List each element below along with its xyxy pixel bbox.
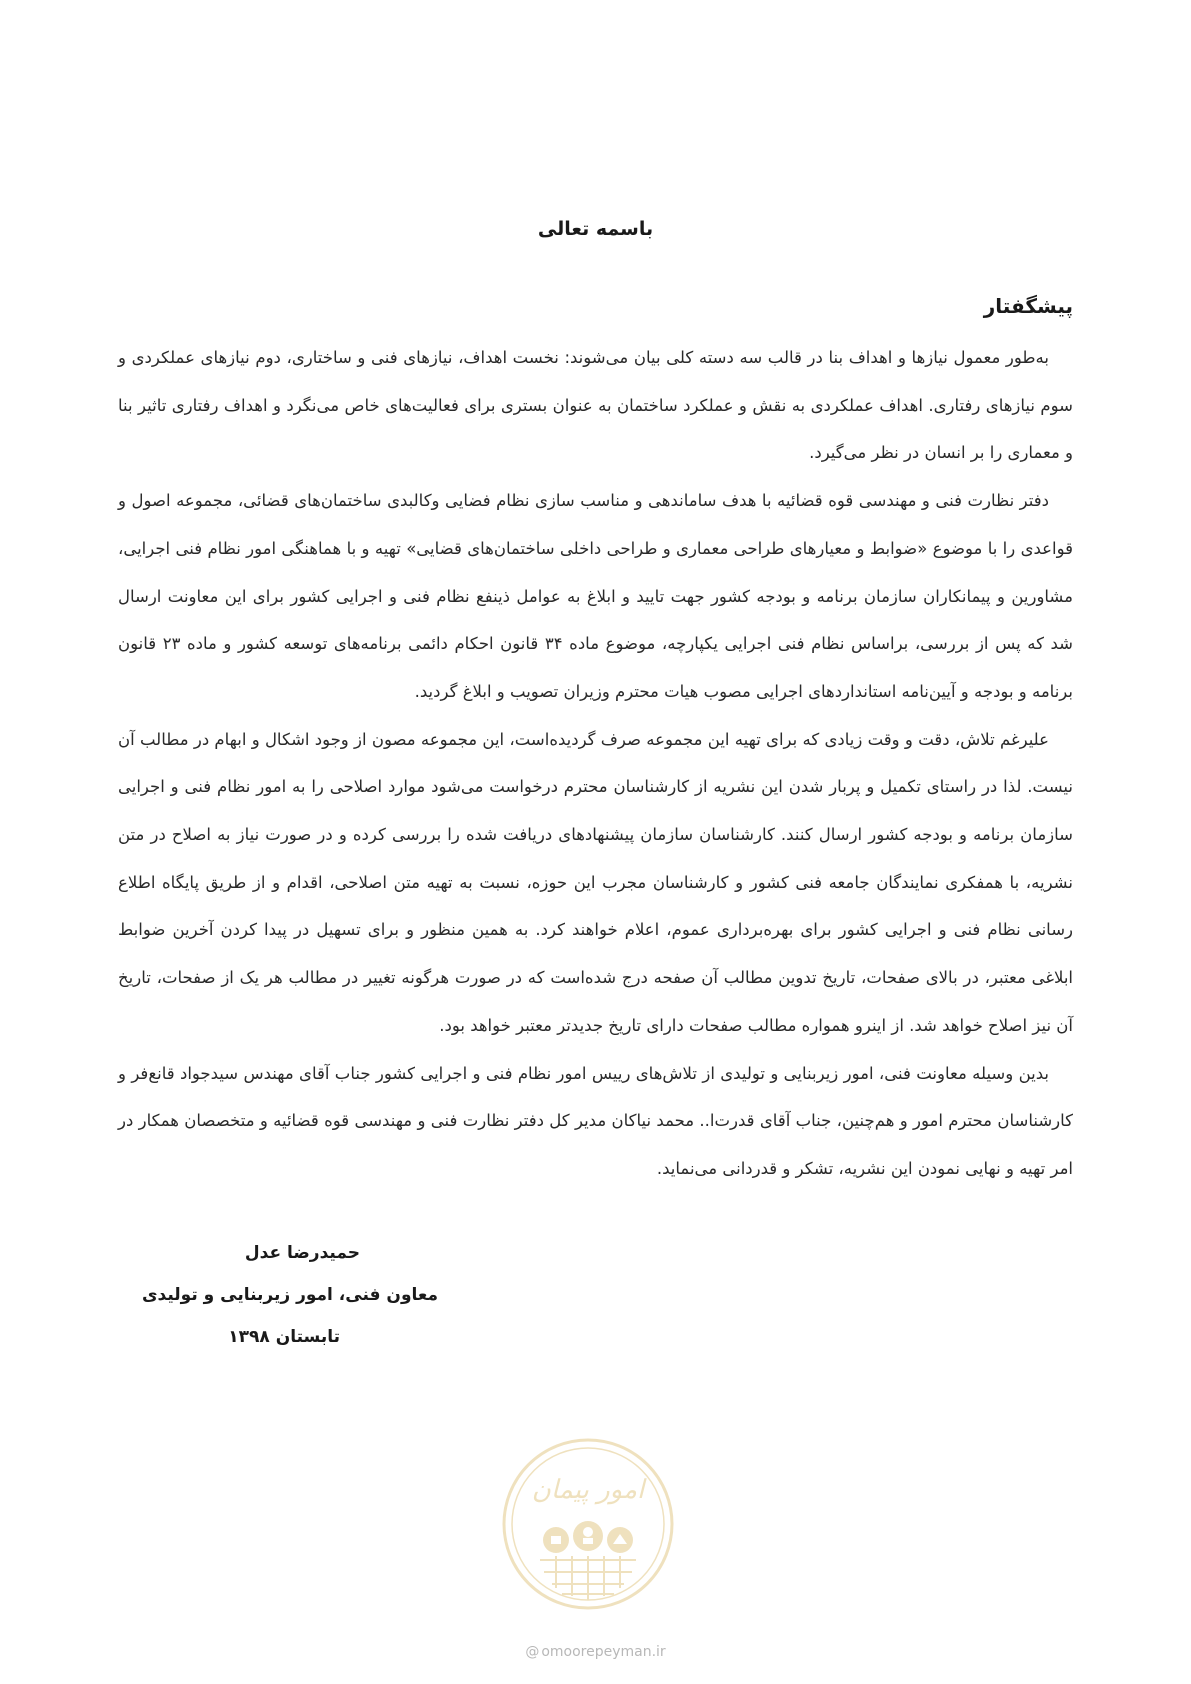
at-sign-icon: @ [525, 1644, 540, 1660]
watermark-url-text: omoorepeyman.ir [541, 1644, 666, 1660]
invocation-heading: باسمه تعالی [537, 218, 654, 240]
signatory-name: حمیدرضا عدل [244, 1243, 360, 1263]
signatory-position: معاون فنی، امور زیربنایی و تولیدی [141, 1285, 439, 1305]
omoorepeyman-seal-icon [500, 1436, 676, 1612]
paragraph-1: به‌طور معمول نیازها و اهداف بنا در قالب سه دسته کلی بیان می‌شوند: نخست اهداف، نیازهای فنی و ساختاری، دوم نیازهای عملکردی و سوم نیازهای رفتاری. اهداف عملکردی به نقش و عملکرد ساختمان به عنوان بستری برای فعالیت‌های خاص می‌نگرد و اهداف رفتاری تاثیر بنا و معماری را بر انسان در نظر می‌گیرد. [118, 348, 1073, 463]
foreword-body [118, 334, 1073, 1193]
paragraph-3: علیرغم تلاش، دقت و وقت زیادی که برای تهیه این مجموعه صرف گردیده‌است، این مجموعه مصون از وجود اشکال و ابهام در مطالب آن نیست. لذا در راستای تکمیل و پربار شدن این نشریه از کارشناسان محترم درخواست می‌شود موارد اصلاحی را به امور نظام فنی و اجرایی سازمان برنامه و بودجه کشور ارسال کنند. کارشناسان سازمان پیشنهادهای دریافت شده را بررسی کرده و در صورت نیاز به اصلاح در متن نشریه، با همفکری نمایندگان جامعه فنی کشور و کارشناسان مجرب این حوزه، نسبت به تهیه متن اصلاحی، اقدام و از طریق پایگاه اطلاع رسانی نظام فنی و اجرایی کشور برای بهره‌برداری عموم، اعلام خواهند کرد. به همین منظور و برای تسهیل در پیدا کردن آخرین ضوابط ابلاغی معتبر، در بالای صفحات، تاریخ تدوین مطالب آن صفحه درج شده‌است که در صورت هرگونه تغییر در مطالب هر یک از صفحات، تاریخ آن نیز اصلاح خواهد شد. از اینرو همواره مطالب صفحات دارای تاریخ جدیدتر معتبر خواهد بود. [118, 729, 1073, 1035]
seal-calligraphy: امور پیمان [531, 1475, 645, 1505]
paragraph-4: بدین وسیله معاونت فنی، امور زیربنایی و تولیدی از تلاش‌های رییس امور نظام فنی و اجرایی کشور جناب آقای مهندس سیدجواد قانع‌فر و کارشناسان محترم امور و هم‌چنین، جناب آقای قدرت‌ا.. محمد نیاکان مدیر کل دفتر نظارت فنی و مهندسی قوه قضائیه و متخصصان همکار در امر تهیه و نهایی نمودن این نشریه، تشکر و قدردانی می‌نماید. [118, 1063, 1073, 1178]
signature-block [130, 1232, 450, 1358]
watermark-url [0, 1644, 1191, 1660]
paragraph-2: دفتر نظارت فنی و مهندسی قوه قضائیه با هدف ساماندهی و مناسب سازی نظام فضایی وکالبدی ساختمان‌های قضائی، مجموعه اصول و قواعدی را با موضوع «ضوابط و معیارهای طراحی معماری و طراحی داخلی ساختمان‌های قضایی» تهیه و با هماهنگی امور نظام فنی اجرایی، مشاورین و پیمانکاران سازمان برنامه و بودجه کشور جهت تایید و ابلاغ به عوامل ذینفع نظام فنی و اجرایی کشور برای این معاونت ارسال شد که پس از بررسی، براساس نظام فنی اجرایی یکپارچه، موضوع ماده ۳۴ قانون احکام دائمی برنامه‌های توسعه کشور و ماده ۲۳ قانون برنامه و بودجه و آیین‌نامه استانداردهای اجرایی مصوب هیات محترم وزیران تصویب و ابلاغ گردید. [118, 491, 1074, 701]
signature-date: تابستان ۱۳۹۸ [228, 1327, 340, 1347]
section-title-foreword: پیشگفتار [983, 294, 1073, 318]
